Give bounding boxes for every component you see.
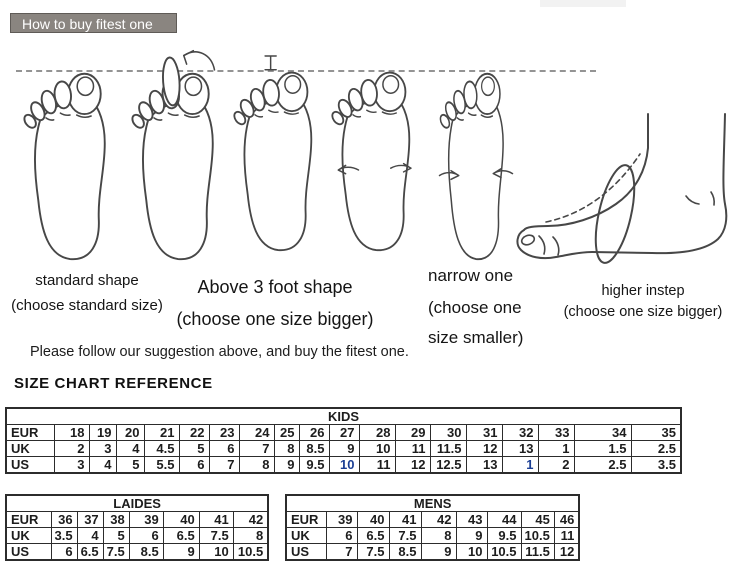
size-cell: 42 xyxy=(233,512,268,528)
caption-higher-instep xyxy=(552,283,734,320)
size-cell: 7.5 xyxy=(357,544,389,561)
size-cell: 21 xyxy=(144,425,179,441)
table-title: KIDS xyxy=(6,408,681,425)
size-cell: 1 xyxy=(538,441,574,457)
size-cell: 2 xyxy=(538,457,574,474)
size-cell: 18 xyxy=(54,425,89,441)
measured-toe-foot-illustration xyxy=(232,44,324,260)
table-title: LAIDES xyxy=(6,495,268,512)
size-cell: 22 xyxy=(179,425,209,441)
size-cell: 34 xyxy=(574,425,631,441)
caption-title: standard shape xyxy=(35,272,139,289)
size-cell: 5 xyxy=(103,528,129,544)
size-cell: 35 xyxy=(631,425,681,441)
size-cell: 6.5 xyxy=(163,528,199,544)
size-cell: 41 xyxy=(199,512,233,528)
size-cell: 7.5 xyxy=(199,528,233,544)
size-cell: 5 xyxy=(116,457,144,474)
size-cell: 8 xyxy=(239,457,274,474)
size-cell: 44 xyxy=(487,512,521,528)
size-cell: 7 xyxy=(209,457,239,474)
size-cell: 11 xyxy=(359,457,395,474)
size-cell: 31 xyxy=(466,425,502,441)
size-cell: 9.5 xyxy=(487,528,521,544)
size-cell: 2.5 xyxy=(574,457,631,474)
row-label: EUR xyxy=(6,425,54,441)
size-cell: 6 xyxy=(209,441,239,457)
size-cell: 10.5 xyxy=(487,544,521,561)
size-cell: 1.5 xyxy=(574,441,631,457)
size-cell: 13 xyxy=(466,457,502,474)
size-cell: 7 xyxy=(326,544,357,561)
size-cell: 3 xyxy=(54,457,89,474)
size-cell: 4 xyxy=(116,441,144,457)
row-label: UK xyxy=(286,528,326,544)
size-cell: 36 xyxy=(51,512,77,528)
size-cell: 30 xyxy=(430,425,466,441)
wide-foot-illustration xyxy=(330,44,422,260)
size-cell: 6 xyxy=(326,528,357,544)
size-cell: 5 xyxy=(179,441,209,457)
caption-subtitle: (choose one size bigger) xyxy=(563,304,723,320)
size-cell: 1 xyxy=(502,457,538,474)
size-cell: 39 xyxy=(129,512,163,528)
size-cell: 2.5 xyxy=(631,441,681,457)
size-cell: 33 xyxy=(538,425,574,441)
caption-subtitle: (choose one size smaller) xyxy=(428,298,524,347)
size-cell: 9 xyxy=(456,528,487,544)
size-cell: 12 xyxy=(395,457,430,474)
size-cell: 13 xyxy=(502,441,538,457)
size-cell: 43 xyxy=(456,512,487,528)
size-cell: 32 xyxy=(502,425,538,441)
size-cell: 3.5 xyxy=(51,528,77,544)
size-cell: 19 xyxy=(89,425,116,441)
size-cell: 10 xyxy=(359,441,395,457)
size-cell: 3.5 xyxy=(631,457,681,474)
mens-size-table xyxy=(285,494,580,561)
size-cell: 2 xyxy=(54,441,89,457)
row-label: US xyxy=(286,544,326,561)
decorative-strip xyxy=(540,0,626,7)
page-title-text: How to buy fitest one xyxy=(22,16,153,32)
caption-above-3-foot-shape xyxy=(166,277,384,330)
size-cell: 4.5 xyxy=(144,441,179,457)
size-cell: 10.5 xyxy=(233,544,268,561)
size-cell: 38 xyxy=(103,512,129,528)
row-label: EUR xyxy=(286,512,326,528)
row-label: EUR xyxy=(6,512,51,528)
size-cell: 29 xyxy=(395,425,430,441)
size-cell: 45 xyxy=(521,512,554,528)
size-cell: 10 xyxy=(456,544,487,561)
size-cell: 5.5 xyxy=(144,457,179,474)
row-label: US xyxy=(6,457,54,474)
size-cell: 9 xyxy=(329,441,359,457)
size-cell: 9 xyxy=(163,544,199,561)
size-cell: 10.5 xyxy=(521,528,554,544)
row-label: UK xyxy=(6,528,51,544)
caption-subtitle: (choose standard size) xyxy=(11,297,163,314)
size-cell: 12 xyxy=(554,544,579,561)
page-title xyxy=(10,13,177,33)
size-cell: 28 xyxy=(359,425,395,441)
size-cell: 12.5 xyxy=(430,457,466,474)
size-cell: 41 xyxy=(389,512,421,528)
size-cell: 40 xyxy=(357,512,389,528)
size-cell: 10 xyxy=(329,457,359,474)
table-title: MENS xyxy=(286,495,579,512)
size-cell: 26 xyxy=(299,425,329,441)
size-cell: 8.5 xyxy=(389,544,421,561)
size-cell: 11.5 xyxy=(430,441,466,457)
caption-standard-shape xyxy=(6,272,168,314)
size-cell: 6 xyxy=(129,528,163,544)
curved-arrow-icon xyxy=(184,52,215,70)
size-cell: 9 xyxy=(421,544,456,561)
size-cell: 7.5 xyxy=(103,544,129,561)
caption-title: narrow one xyxy=(428,266,514,285)
size-cell: 25 xyxy=(274,425,299,441)
row-label: US xyxy=(6,544,51,561)
size-cell: 24 xyxy=(239,425,274,441)
caption-title: higher instep xyxy=(601,283,685,299)
size-cell: 4 xyxy=(89,457,116,474)
size-cell: 8.5 xyxy=(129,544,163,561)
ladies-size-table xyxy=(5,494,269,561)
size-cell: 8 xyxy=(233,528,268,544)
row-label: UK xyxy=(6,441,54,457)
size-cell: 12 xyxy=(466,441,502,457)
size-cell: 39 xyxy=(326,512,357,528)
size-cell: 27 xyxy=(329,425,359,441)
higher-instep-foot-illustration xyxy=(512,104,747,266)
size-cell: 23 xyxy=(209,425,239,441)
size-cell: 10 xyxy=(199,544,233,561)
size-cell: 7 xyxy=(239,441,274,457)
size-cell: 3 xyxy=(89,441,116,457)
size-cell: 4 xyxy=(77,528,103,544)
narrow-foot-illustration xyxy=(428,44,524,270)
size-cell: 8 xyxy=(421,528,456,544)
size-cell: 7.5 xyxy=(389,528,421,544)
size-cell: 42 xyxy=(421,512,456,528)
size-cell: 46 xyxy=(554,512,579,528)
size-cell: 20 xyxy=(116,425,144,441)
caption-title: Above 3 foot shape xyxy=(197,277,353,297)
caption-subtitle: (choose one size bigger) xyxy=(176,309,374,329)
size-chart-title: SIZE CHART REFERENCE xyxy=(14,375,213,392)
size-cell: 6.5 xyxy=(357,528,389,544)
standard-foot-illustration xyxy=(22,44,118,270)
size-cell: 11.5 xyxy=(521,544,554,561)
caption-narrow-one xyxy=(428,266,544,353)
size-cell: 8 xyxy=(274,441,299,457)
size-cell: 11 xyxy=(554,528,579,544)
size-cell: 8.5 xyxy=(299,441,329,457)
long-second-toe-foot-illustration xyxy=(130,44,226,270)
size-cell: 40 xyxy=(163,512,199,528)
size-cell: 37 xyxy=(77,512,103,528)
measure-mark-icon xyxy=(265,56,276,70)
size-cell: 6 xyxy=(179,457,209,474)
size-cell: 11 xyxy=(395,441,430,457)
size-cell: 6.5 xyxy=(77,544,103,561)
suggestion-note: Please follow our suggestion above, and buy the fitest one. xyxy=(30,344,409,360)
size-cell: 9.5 xyxy=(299,457,329,474)
size-cell: 9 xyxy=(274,457,299,474)
size-cell: 6 xyxy=(51,544,77,561)
kids-size-table xyxy=(5,407,682,474)
instep-girth-loop-icon xyxy=(588,162,642,266)
